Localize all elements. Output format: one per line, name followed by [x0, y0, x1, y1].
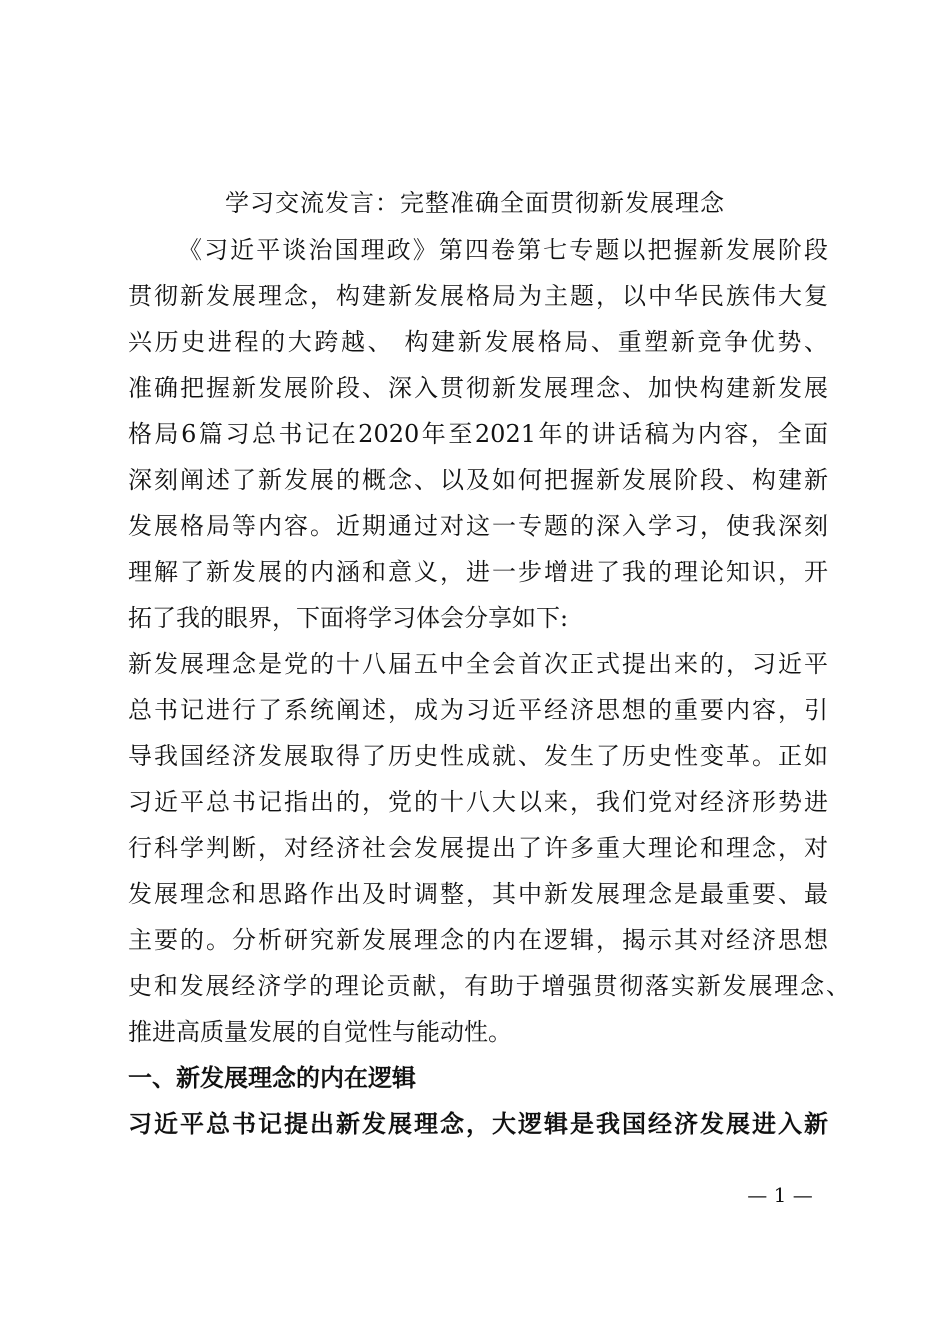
page-number: — 1 —	[747, 1183, 813, 1207]
paragraph-1-line: 贯彻新发展理念，构建新发展格局为主题，以中华民族伟大复	[128, 282, 828, 310]
paragraph-1-line: 深刻阐述了新发展的概念、以及如何把握新发展阶段、构建新	[128, 466, 828, 494]
paragraph-2-line: 推进高质量发展的自觉性与能动性。	[128, 1018, 512, 1046]
paragraph-1-line: 发展格局等内容。近期通过对这一专题的深入学习，使我深刻	[128, 512, 828, 540]
section-heading: 一、新发展理念的内在逻辑	[128, 1064, 416, 1092]
paragraph-2-line: 习近平总书记指出的，党的十八大以来，我们党对经济形势进	[128, 788, 828, 816]
paragraph-1-line: 准确把握新发展阶段、深入贯彻新发展理念、加快构建新发展	[128, 374, 828, 402]
paragraph-2-line: 主要的。分析研究新发展理念的内在逻辑，揭示其对经济思想	[128, 926, 828, 954]
paragraph-2-line: 发展理念和思路作出及时调整，其中新发展理念是最重要、最	[128, 880, 828, 908]
paragraph-1-line: 兴历史进程的大跨越、 构建新发展格局、重塑新竞争优势、	[128, 328, 828, 356]
paragraph-1-line: 《习近平谈治国理政》第四卷第七专题以把握新发展阶段	[178, 236, 828, 264]
paragraph-2-line: 导我国经济发展取得了历史性成就、发生了历史性变革。正如	[128, 742, 828, 770]
document-body	[128, 227, 850, 1147]
paragraph-2-line: 总书记进行了系统阐述，成为习近平经济思想的重要内容，引	[128, 696, 828, 724]
paragraph-1-line: 格局6篇习总书记在2020年至2021年的讲话稿为内容，全面	[128, 420, 828, 448]
paragraph-2-line: 史和发展经济学的理论贡献，有助于增强贯彻落实新发展理念、	[128, 972, 850, 1000]
section-paragraph-line: 习近平总书记提出新发展理念，大逻辑是我国经济发展进入新	[128, 1110, 828, 1138]
paragraph-2-line: 新发展理念是党的十八届五中全会首次正式提出来的，习近平	[128, 650, 828, 678]
document-title: 学习交流发言：完整准确全面贯彻新发展理念	[225, 189, 725, 217]
paragraph-1-line: 理解了新发展的内涵和意义，进一步增进了我的理论知识，开	[128, 558, 828, 586]
paragraph-2-line: 行科学判断，对经济社会发展提出了许多重大理论和理念，对	[128, 834, 828, 862]
paragraph-1-line: 拓了我的眼界，下面将学习体会分享如下:	[128, 604, 569, 632]
